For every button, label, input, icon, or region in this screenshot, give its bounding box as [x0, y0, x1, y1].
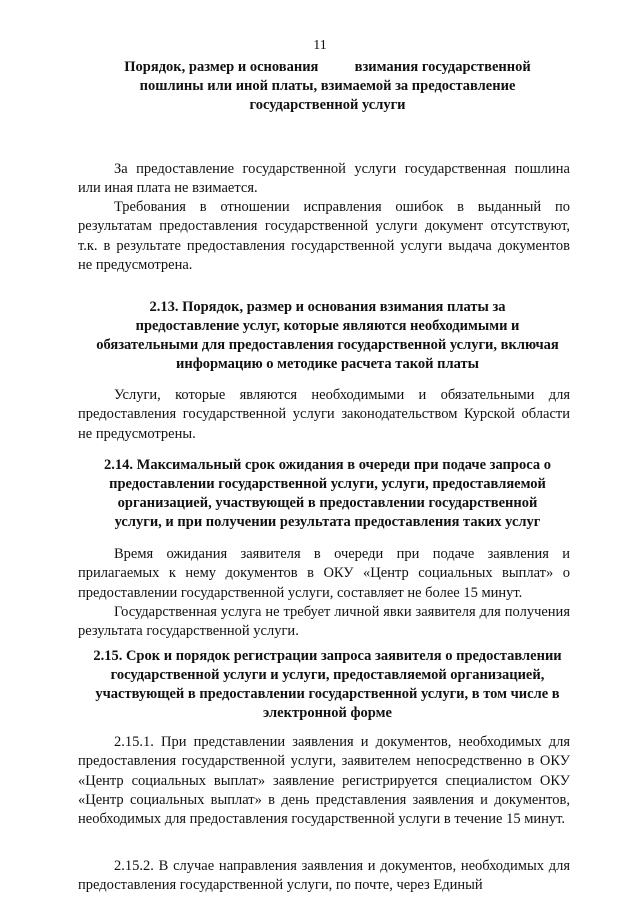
paragraph: Государственная услуга не требует личной явки заявителя для получения результата государственной услуги. [78, 604, 570, 640]
paragraph: 2.15.1. При представлении заявления и документов, необходимых для предоставления государственной услуги, заявителем непосредственно в ОКУ «Центр социальных выплат» заявление регистрируется специалистом ОКУ «Центр социальных выплат» в день представления заявления и документов, необходимых для предоставления государственной услуги в течение 15 минут. [78, 734, 570, 828]
heading-line: государственной услуги [249, 97, 406, 113]
section-heading-2-13 [70, 298, 585, 374]
heading-line: предоставление услуг, которые являются необходимыми и [135, 318, 520, 334]
heading-line: электронной форме [263, 705, 392, 721]
heading-line: государственной услуги и услуги, предоставляемой организацией, [110, 667, 545, 683]
heading-line: организацией, участвующей в предоставлении государственной [117, 495, 538, 511]
paragraph: За предоставление государственной услуги государственная пошлина или иная плата не взимается. [78, 161, 570, 197]
page-number: 11 [313, 38, 327, 53]
heading-line: 2.14. Максимальный срок ожидания в очереди при подаче запроса о [104, 457, 551, 473]
heading-line: 2.13. Порядок, размер и основания взимания платы за [149, 299, 506, 315]
section-heading-2-15 [70, 647, 585, 723]
paragraph: Время ожидания заявителя в очереди при подаче заявления и прилагаемых к нему документов в ОКУ «Центр социальных выплат» о предоставлении государственной услуги, составляет не более 15 минут. [78, 546, 570, 601]
heading-line: пошлины или иной платы, взимаемой за предоставление [139, 78, 516, 94]
section-heading-fee [70, 58, 585, 115]
heading-line: информацию о методике расчета такой платы [176, 356, 479, 372]
paragraph: Требования в отношении исправления ошибок в выданный по результатам предоставления государственной услуги документ отсутствуют, т.к. в результате предоставления государственной услуги выдача документов не предусмотрена. [78, 199, 570, 273]
heading-line: 2.15. Срок и порядок регистрации запроса заявителя о предоставлении [93, 648, 562, 664]
paragraph: Услуги, которые являются необходимыми и обязательными для предоставления государственной услуги законодательством Курской области не предусмотрены. [78, 387, 570, 442]
heading-line: предоставлении государственной услуги, услуги, предоставляемой [109, 476, 546, 492]
heading-line: обязательными для предоставления государственной услуги, включая [96, 337, 559, 353]
heading-line: участвующей в предоставлении государственной услуги, в том числе в [95, 686, 560, 702]
heading-line: Порядок, размер и основания взимания государственной [124, 59, 531, 75]
paragraph: 2.15.2. В случае направления заявления и документов, необходимых для предоставления государственной услуги, по почте, через Единый [78, 858, 570, 894]
section-heading-2-14 [70, 456, 585, 532]
heading-line: услуги, и при получении результата предоставления таких услуг [114, 514, 541, 530]
